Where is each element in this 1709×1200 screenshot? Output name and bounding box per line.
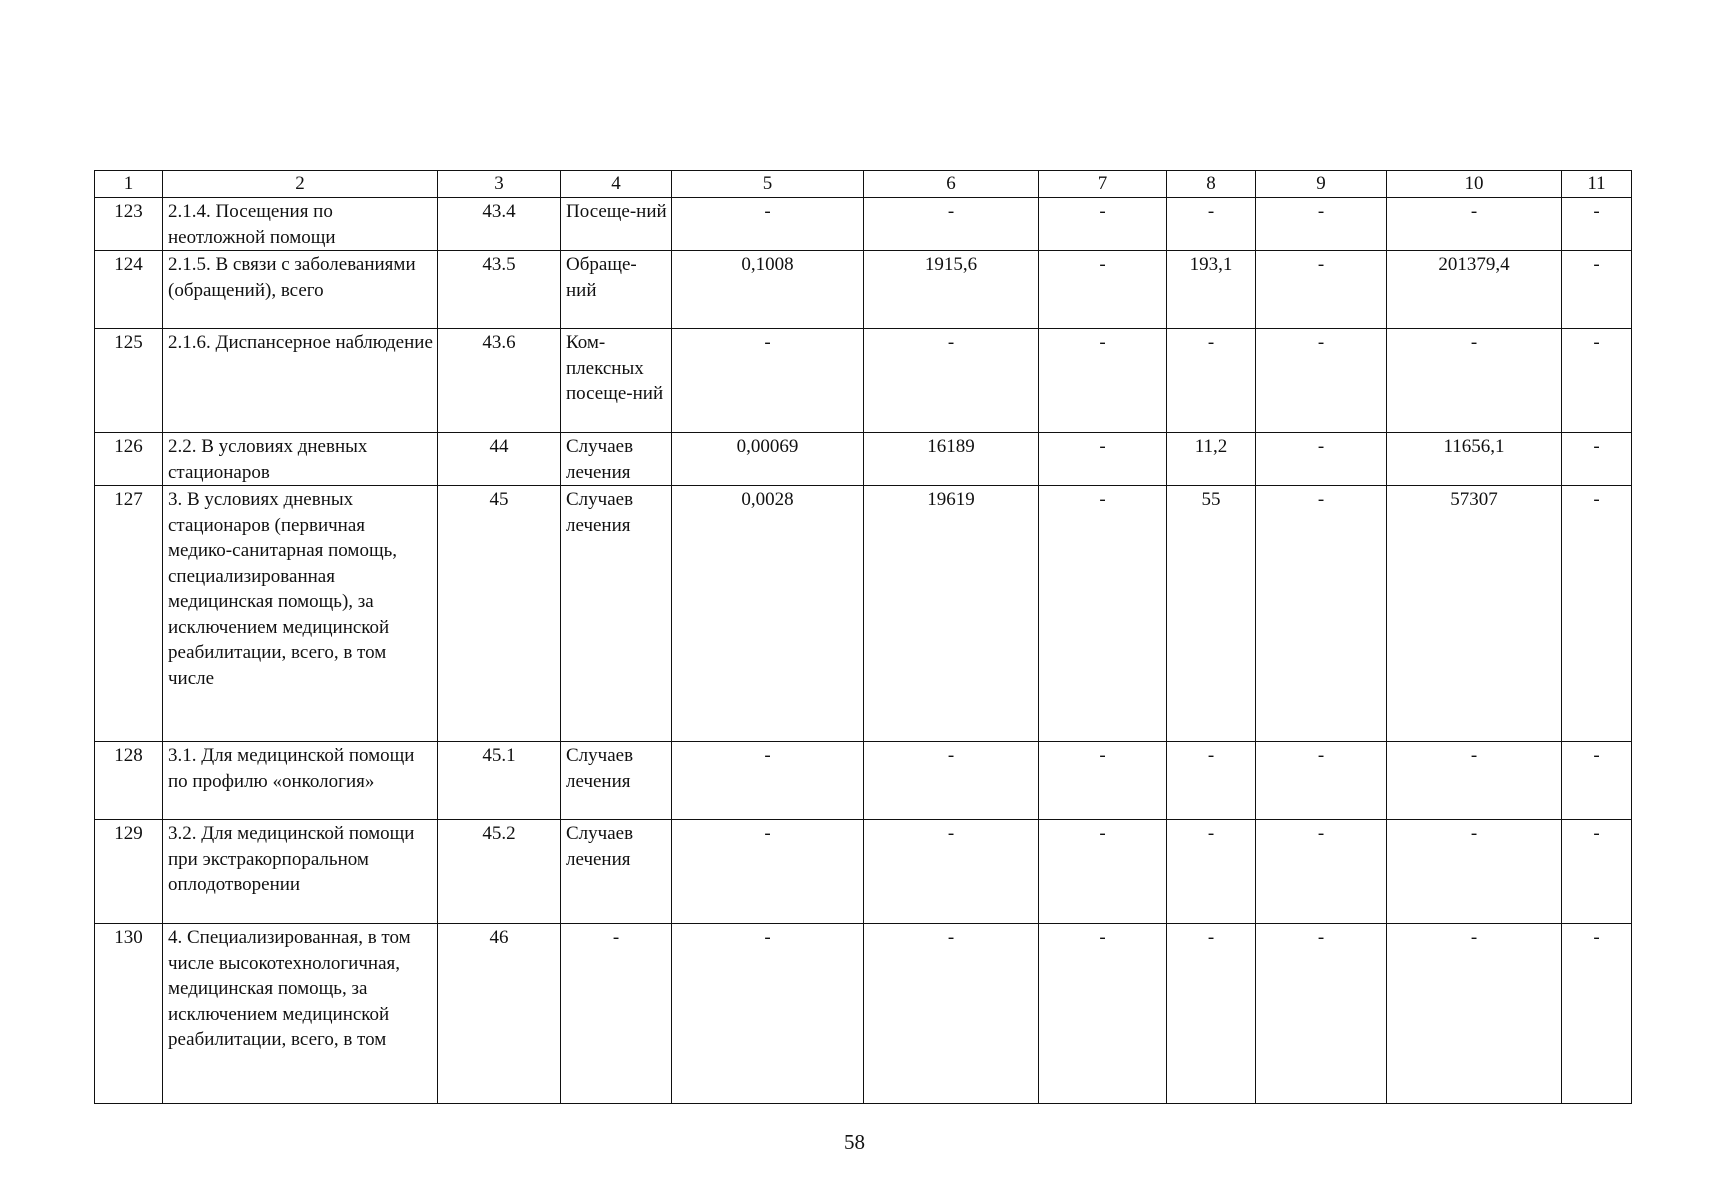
column-header: 10 — [1387, 171, 1562, 198]
value-cell: 19619 — [864, 486, 1039, 742]
value-cell: - — [1562, 742, 1632, 820]
indicator-name-cell: 3. В условиях дневных стационаров (первичная медико-санитарная помощь, специализированная медицинская помощь), за исключением медицинской реабилитации, всего, в том числе — [163, 486, 438, 742]
value-cell: - — [1562, 251, 1632, 329]
value-cell: - — [672, 198, 864, 251]
line-code-cell: 45 — [438, 486, 561, 742]
row-number-cell: 126 — [95, 433, 163, 486]
column-header: 8 — [1167, 171, 1256, 198]
column-header: 6 — [864, 171, 1039, 198]
value-cell: 0,00069 — [672, 433, 864, 486]
header-row — [95, 171, 1632, 198]
value-cell: - — [864, 329, 1039, 433]
value-cell: - — [864, 198, 1039, 251]
value-cell: 193,1 — [1167, 251, 1256, 329]
indicator-name-cell: 4. Специализированная, в том числе высокотехнологичная, медицинская помощь, за исключением медицинской реабилитации, всего, в том — [163, 924, 438, 1104]
line-code-cell: 43.6 — [438, 329, 561, 433]
value-cell: 0,0028 — [672, 486, 864, 742]
unit-cell: Случаев лечения — [561, 486, 672, 742]
value-cell: - — [1387, 198, 1562, 251]
value-cell: - — [1562, 486, 1632, 742]
value-cell: - — [1387, 924, 1562, 1104]
value-cell: 57307 — [1387, 486, 1562, 742]
value-cell: - — [1039, 924, 1167, 1104]
row-number-cell: 129 — [95, 820, 163, 924]
value-cell: - — [1256, 251, 1387, 329]
value-cell: - — [672, 924, 864, 1104]
column-header: 1 — [95, 171, 163, 198]
value-cell: - — [1256, 329, 1387, 433]
table-row — [95, 329, 1632, 433]
value-cell: - — [1039, 820, 1167, 924]
line-code-cell: 43.4 — [438, 198, 561, 251]
indicator-name-cell: 2.2. В условиях дневных стационаров — [163, 433, 438, 486]
value-cell: - — [1562, 329, 1632, 433]
column-header: 5 — [672, 171, 864, 198]
column-header: 3 — [438, 171, 561, 198]
indicator-name-cell: 3.1. Для медицинской помощи по профилю «онкология» — [163, 742, 438, 820]
value-cell: - — [1039, 251, 1167, 329]
value-cell: - — [1039, 742, 1167, 820]
value-cell: 201379,4 — [1387, 251, 1562, 329]
unit-cell: Случаев лечения — [561, 433, 672, 486]
line-code-cell: 45.1 — [438, 742, 561, 820]
table-row — [95, 433, 1632, 486]
value-cell: - — [864, 742, 1039, 820]
row-number-cell: 123 — [95, 198, 163, 251]
value-cell: 0,1008 — [672, 251, 864, 329]
row-number-cell: 127 — [95, 486, 163, 742]
value-cell: - — [1256, 924, 1387, 1104]
value-cell: - — [1167, 924, 1256, 1104]
value-cell: 55 — [1167, 486, 1256, 742]
table-row — [95, 198, 1632, 251]
value-cell: - — [1039, 198, 1167, 251]
value-cell: - — [1167, 820, 1256, 924]
value-cell: - — [1167, 329, 1256, 433]
line-code-cell: 44 — [438, 433, 561, 486]
value-cell: - — [1562, 198, 1632, 251]
value-cell: - — [1562, 924, 1632, 1104]
value-cell: 11656,1 — [1387, 433, 1562, 486]
row-number-cell: 130 — [95, 924, 163, 1104]
value-cell: - — [864, 820, 1039, 924]
indicator-name-cell: 2.1.6. Диспансерное наблюдение — [163, 329, 438, 433]
indicator-name-cell: 2.1.4. Посещения по неотложной помощи — [163, 198, 438, 251]
column-header: 2 — [163, 171, 438, 198]
value-cell: - — [864, 924, 1039, 1104]
value-cell: - — [1039, 329, 1167, 433]
value-cell: - — [1256, 486, 1387, 742]
table-row — [95, 486, 1632, 742]
value-cell: - — [1039, 486, 1167, 742]
value-cell: 16189 — [864, 433, 1039, 486]
value-cell: - — [672, 820, 864, 924]
column-header: 11 — [1562, 171, 1632, 198]
line-code-cell: 45.2 — [438, 820, 561, 924]
column-header: 9 — [1256, 171, 1387, 198]
value-cell: - — [1256, 433, 1387, 486]
value-cell: - — [1256, 198, 1387, 251]
unit-cell: Случаев лечения — [561, 742, 672, 820]
indicator-name-cell: 3.2. Для медицинской помощи при экстракорпоральном оплодотворении — [163, 820, 438, 924]
table-row — [95, 251, 1632, 329]
indicator-name-cell: 2.1.5. В связи с заболеваниями (обращений), всего — [163, 251, 438, 329]
unit-cell: Случаев лечения — [561, 820, 672, 924]
line-code-cell: 43.5 — [438, 251, 561, 329]
data-table — [94, 170, 1632, 1104]
value-cell: - — [1387, 329, 1562, 433]
value-cell: - — [1562, 820, 1632, 924]
value-cell: - — [1387, 820, 1562, 924]
row-number-cell: 124 — [95, 251, 163, 329]
value-cell: - — [1039, 433, 1167, 486]
column-header: 4 — [561, 171, 672, 198]
value-cell: - — [672, 329, 864, 433]
value-cell: 1915,6 — [864, 251, 1039, 329]
line-code-cell: 46 — [438, 924, 561, 1104]
row-number-cell: 128 — [95, 742, 163, 820]
value-cell: - — [1167, 742, 1256, 820]
table-row — [95, 924, 1632, 1104]
value-cell: - — [1256, 820, 1387, 924]
unit-cell: - — [561, 924, 672, 1104]
table-row — [95, 820, 1632, 924]
unit-cell: Посеще-ний — [561, 198, 672, 251]
unit-cell: Обраще-ний — [561, 251, 672, 329]
value-cell: 11,2 — [1167, 433, 1256, 486]
value-cell: - — [1387, 742, 1562, 820]
page-number: 58 — [844, 1130, 865, 1154]
table-row — [95, 742, 1632, 820]
value-cell: - — [1167, 198, 1256, 251]
value-cell: - — [672, 742, 864, 820]
unit-cell: Ком-плексных посеще-ний — [561, 329, 672, 433]
value-cell: - — [1256, 742, 1387, 820]
column-header: 7 — [1039, 171, 1167, 198]
row-number-cell: 125 — [95, 329, 163, 433]
value-cell: - — [1562, 433, 1632, 486]
